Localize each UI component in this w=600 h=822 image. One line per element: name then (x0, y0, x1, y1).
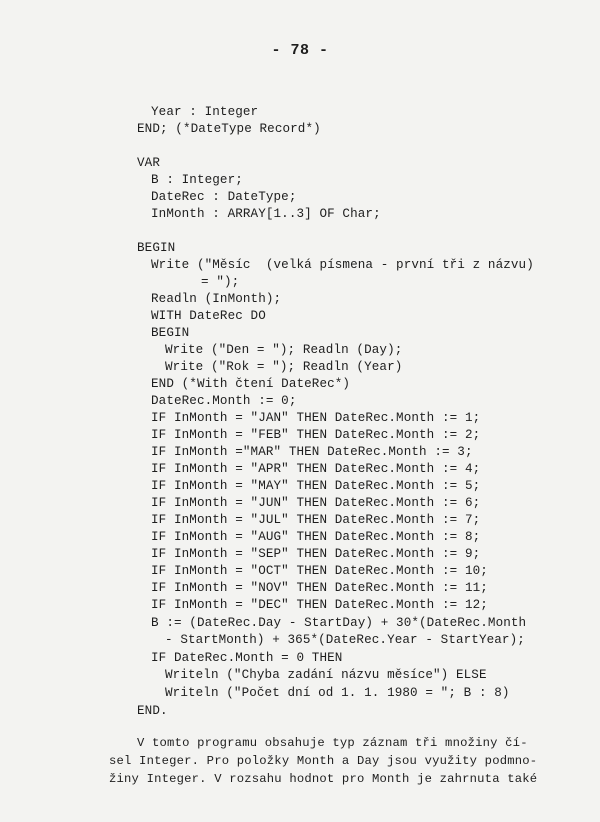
code-line: Writeln ("Chyba zadání názvu měsíce") ELSE (165, 668, 487, 682)
code-line: - StartMonth) + 365*(DateRec.Year - StartYear); (165, 633, 525, 647)
code-line: END (*With čtení DateRec*) (151, 377, 351, 391)
code-line: B : Integer; (151, 173, 243, 187)
code-line: Write ("Rok = "); Readln (Year) (165, 360, 403, 374)
code-line: BEGIN (137, 241, 176, 255)
code-line: B := (DateRec.Day - StartDay) + 30*(DateRec.Month (151, 616, 527, 630)
paragraph-line: V tomto programu obsahuje typ záznam tři množiny čí- (137, 736, 528, 750)
code-line: IF InMonth = "FEB" THEN DateRec.Month := 2; (151, 428, 481, 442)
code-line: Write ("Měsíc (velká písmena - první tři z názvu) (151, 258, 534, 272)
code-line: IF InMonth = "DEC" THEN DateRec.Month := 12; (151, 598, 488, 612)
code-line: DateRec : DateType; (151, 190, 297, 204)
code-line: IF InMonth = "SEP" THEN DateRec.Month := 9; (151, 547, 481, 561)
code-line: Writeln ("Počet dní od 1. 1. 1980 = "; B : 8) (165, 686, 510, 700)
code-line: IF InMonth ="MAR" THEN DateRec.Month := 3; (151, 445, 473, 459)
code-line: IF InMonth = "NOV" THEN DateRec.Month := 11; (151, 581, 488, 595)
code-line: IF InMonth = "AUG" THEN DateRec.Month := 8; (151, 530, 481, 544)
code-line: Year : Integer (151, 105, 259, 119)
code-line: = "); (201, 275, 240, 289)
code-line: IF InMonth = "JUL" THEN DateRec.Month := 7; (151, 513, 481, 527)
code-line: VAR (137, 156, 160, 170)
code-line: IF InMonth = "JAN" THEN DateRec.Month := 1; (151, 411, 481, 425)
code-line: END. (137, 704, 168, 718)
code-line: DateRec.Month := 0; (151, 394, 297, 408)
code-line: END; (*DateType Record*) (137, 122, 321, 136)
code-line: InMonth : ARRAY[1..3] OF Char; (151, 207, 381, 221)
code-line: IF InMonth = "JUN" THEN DateRec.Month := 6; (151, 496, 481, 510)
code-line: BEGIN (151, 326, 190, 340)
code-line: IF InMonth = "APR" THEN DateRec.Month := 4; (151, 462, 481, 476)
page-number: - 78 - (271, 42, 329, 59)
paragraph-line: žiny Integer. V rozsahu hodnot pro Month je zahrnuta také (109, 772, 538, 786)
code-line: IF DateRec.Month = 0 THEN (151, 651, 343, 665)
code-line: IF InMonth = "MAY" THEN DateRec.Month := 5; (151, 479, 481, 493)
paragraph-line: sel Integer. Pro položky Month a Day jsou využity podmno- (109, 754, 538, 768)
code-line: WITH DateRec DO (151, 309, 266, 323)
code-line: Write ("Den = "); Readln (Day); (165, 343, 403, 357)
code-line: IF InMonth = "OCT" THEN DateRec.Month := 10; (151, 564, 488, 578)
code-line: Readln (InMonth); (151, 292, 282, 306)
